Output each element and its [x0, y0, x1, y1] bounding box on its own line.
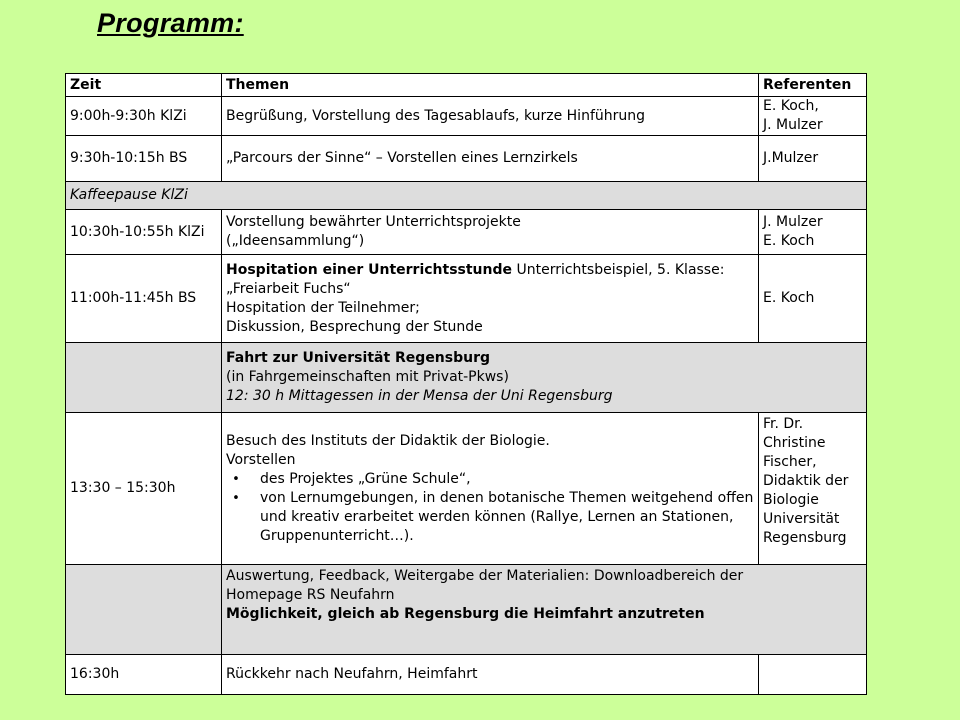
- topic-line: Vorstellung bewährter Unterrichtsprojekte: [226, 214, 521, 230]
- travel-title: Fahrt zur Universität Regensburg: [226, 350, 491, 366]
- program-table: [65, 73, 867, 695]
- speaker-name: Universität: [763, 511, 840, 527]
- speaker-name: Regensburg: [763, 530, 847, 546]
- list-item-text: von Lernumgebungen, in denen botanische Themen weitgehend offen und kreativ erarbeitet werden können (Rallye, Lernen an Stationen, Gruppenunterricht…).: [260, 489, 754, 544]
- speaker-cell: [759, 413, 867, 565]
- coffee-break-cell: Kaffeepause KlZi: [66, 182, 867, 210]
- table-row: [66, 255, 867, 343]
- table-row-travel: [66, 343, 867, 413]
- speaker-name: J.Mulzer: [763, 150, 819, 166]
- speaker-name: J. Mulzer: [763, 214, 823, 230]
- speaker-cell: [759, 210, 867, 255]
- list-item: [226, 470, 754, 489]
- list-item-text: des Projektes „Grüne Schule“,: [260, 470, 471, 487]
- closing-cell: [222, 565, 867, 655]
- topic-line: „Freiarbeit Fuchs“: [226, 280, 351, 297]
- lunch-note: 12: 30 h Mittagessen in der Mensa der Uni Regensburg: [226, 388, 613, 404]
- topic-line: („Ideensammlung“): [226, 233, 365, 249]
- empty-cell: [66, 343, 222, 413]
- speaker-name: E. Koch: [763, 290, 815, 306]
- topic-line: Diskussion, Besprechung der Stunde: [226, 318, 483, 335]
- page-title: Programm:: [97, 8, 244, 38]
- bullet-list: [226, 470, 754, 546]
- bullet-icon: •: [232, 471, 240, 487]
- speaker-name: Didaktik der: [763, 473, 849, 489]
- topic-text: Unterrichtsbeispiel, 5. Klasse:: [512, 261, 725, 278]
- speaker-cell: [759, 136, 867, 182]
- topic-line: Besuch des Instituts der Didaktik der Biologie.: [226, 432, 550, 449]
- table-row-closing: [66, 565, 867, 655]
- speaker-cell: [759, 255, 867, 343]
- speaker-name: Biologie: [763, 492, 819, 508]
- speaker-cell: [759, 655, 867, 695]
- speaker-name: Fischer,: [763, 454, 817, 470]
- header-referenten: Referenten: [759, 74, 867, 97]
- speaker-name: E. Koch: [763, 233, 815, 249]
- bullet-icon: •: [232, 490, 240, 506]
- topic-cell: Rückkehr nach Neufahrn, Heimfahrt: [222, 655, 759, 695]
- speaker-cell: [759, 97, 867, 136]
- time-cell: 9:30h-10:15h BS: [66, 136, 222, 182]
- speaker-name: J. Mulzer: [763, 117, 823, 133]
- time-cell: 16:30h: [66, 655, 222, 695]
- topic-cell: Begrüßung, Vorstellung des Tagesablaufs, kurze Hinführung: [222, 97, 759, 136]
- topic-line: [226, 261, 754, 280]
- travel-cell: [222, 343, 867, 413]
- table-row: [66, 413, 867, 565]
- time-cell: 13:30 – 15:30h: [66, 413, 222, 565]
- table-row: [66, 655, 867, 695]
- list-item: [226, 489, 754, 546]
- empty-cell: [66, 565, 222, 655]
- topic-cell: [222, 210, 759, 255]
- topic-cell: „Parcours der Sinne“ – Vorstellen eines Lernzirkels: [222, 136, 759, 182]
- topic-cell: [222, 255, 759, 343]
- topic-bold-text: Hospitation einer Unterrichtsstunde: [226, 261, 513, 278]
- speaker-name: E. Koch,: [763, 98, 819, 114]
- time-cell: 11:00h-11:45h BS: [66, 255, 222, 343]
- topic-line: Vorstellen: [226, 451, 296, 468]
- table-row-break: [66, 182, 867, 210]
- closing-note: Möglichkeit, gleich ab Regensburg die Heimfahrt anzutreten: [226, 606, 705, 622]
- table-row: [66, 136, 867, 182]
- time-cell: 10:30h-10:55h KlZi: [66, 210, 222, 255]
- topic-line: Hospitation der Teilnehmer;: [226, 299, 420, 316]
- header-zeit: Zeit: [66, 74, 222, 97]
- time-cell: 9:00h-9:30h KlZi: [66, 97, 222, 136]
- closing-text: Auswertung, Feedback, Weitergabe der Materialien: Downloadbereich der Homepage RS Neufahrn: [226, 568, 744, 603]
- table-header-row: [66, 74, 867, 97]
- travel-note: (in Fahrgemeinschaften mit Privat-Pkws): [226, 369, 509, 385]
- topic-cell: [222, 413, 759, 565]
- table-row: [66, 97, 867, 136]
- header-themen: Themen: [222, 74, 759, 97]
- table-row: [66, 210, 867, 255]
- speaker-name: Fr. Dr. Christine: [763, 416, 826, 451]
